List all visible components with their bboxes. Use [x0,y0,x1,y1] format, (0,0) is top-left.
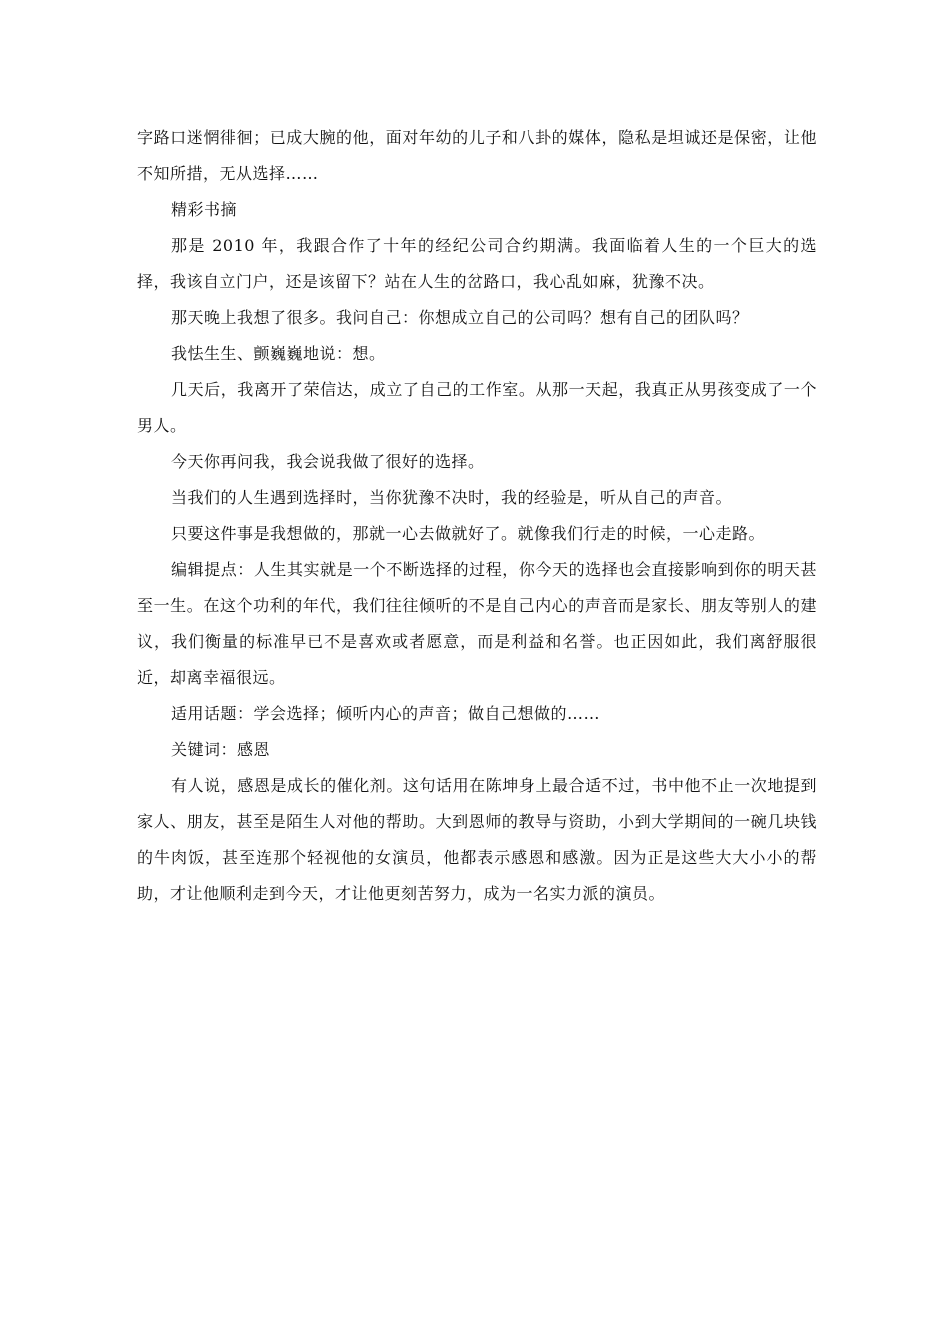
paragraph-wholehearted: 只要这件事是我想做的，那就一心去做就好了。就像我们行走的时候，一心走路。 [171,524,766,543]
paragraph-listen-self: 当我们的人生遇到选择时，当你犹豫不决时，我的经验是，听从自己的声音。 [171,488,733,507]
paragraph-2010-choice: 那是 2010 年，我跟合作了十年的经纪公司合约期满。我面临着人生的一个巨大的选择，我该自立门户，还是该留下？站在人生的岔路口，我心乱如麻，犹豫不决。 [137,236,817,291]
section-heading-excerpt: 精彩书摘 [171,200,238,219]
paragraph-editor-note: 编辑提点：人生其实就是一个不断选择的过程，你今天的选择也会直接影响到你的明天甚至一生。在这个功利的年代，我们往往倾听的不是自己内心的声音而是家长、朋友等别人的建议，我们衡量的标准早已不是喜欢或者愿意，而是利益和名誉。也正因如此，我们离舒服很近，却离幸福很远。 [137,560,817,687]
paragraph-gratitude: 有人说，感恩是成长的催化剂。这句话用在陈坤身上最合适不过，书中他不止一次地提到家人、朋友，甚至是陌生人对他的帮助。大到恩师的教导与资助，小到大学期间的一碗几块钱的牛肉饭，甚至连那个轻视他的女演员，他都表示感恩和感激。因为正是这些大大小小的帮助，才让他顺利走到今天，才让他更刻苦努力，成为一名实力派的演员。 [137,776,817,903]
paragraph-intro-continuation: 字路口迷惘徘徊；已成大腕的他，面对年幼的儿子和八卦的媒体，隐私是坦诚还是保密，让他不知所措，无从选择…… [137,128,817,183]
paragraph-timid-answer: 我怯生生、颤巍巍地说：想。 [171,344,386,363]
paragraph-good-choice: 今天你再问我，我会说我做了很好的选择。 [171,452,485,471]
paragraph-applicable-topics: 适用话题：学会选择；倾听内心的声音；做自己想做的…… [171,704,601,723]
document-body [137,120,817,912]
paragraph-keyword: 关键词：感恩 [171,740,271,759]
paragraph-that-night: 那天晚上我想了很多。我问自己：你想成立自己的公司吗？想有自己的团队吗？ [171,308,749,327]
paragraph-left-company: 几天后，我离开了荣信达，成立了自己的工作室。从那一天起，我真正从男孩变成了一个男人。 [137,380,817,435]
